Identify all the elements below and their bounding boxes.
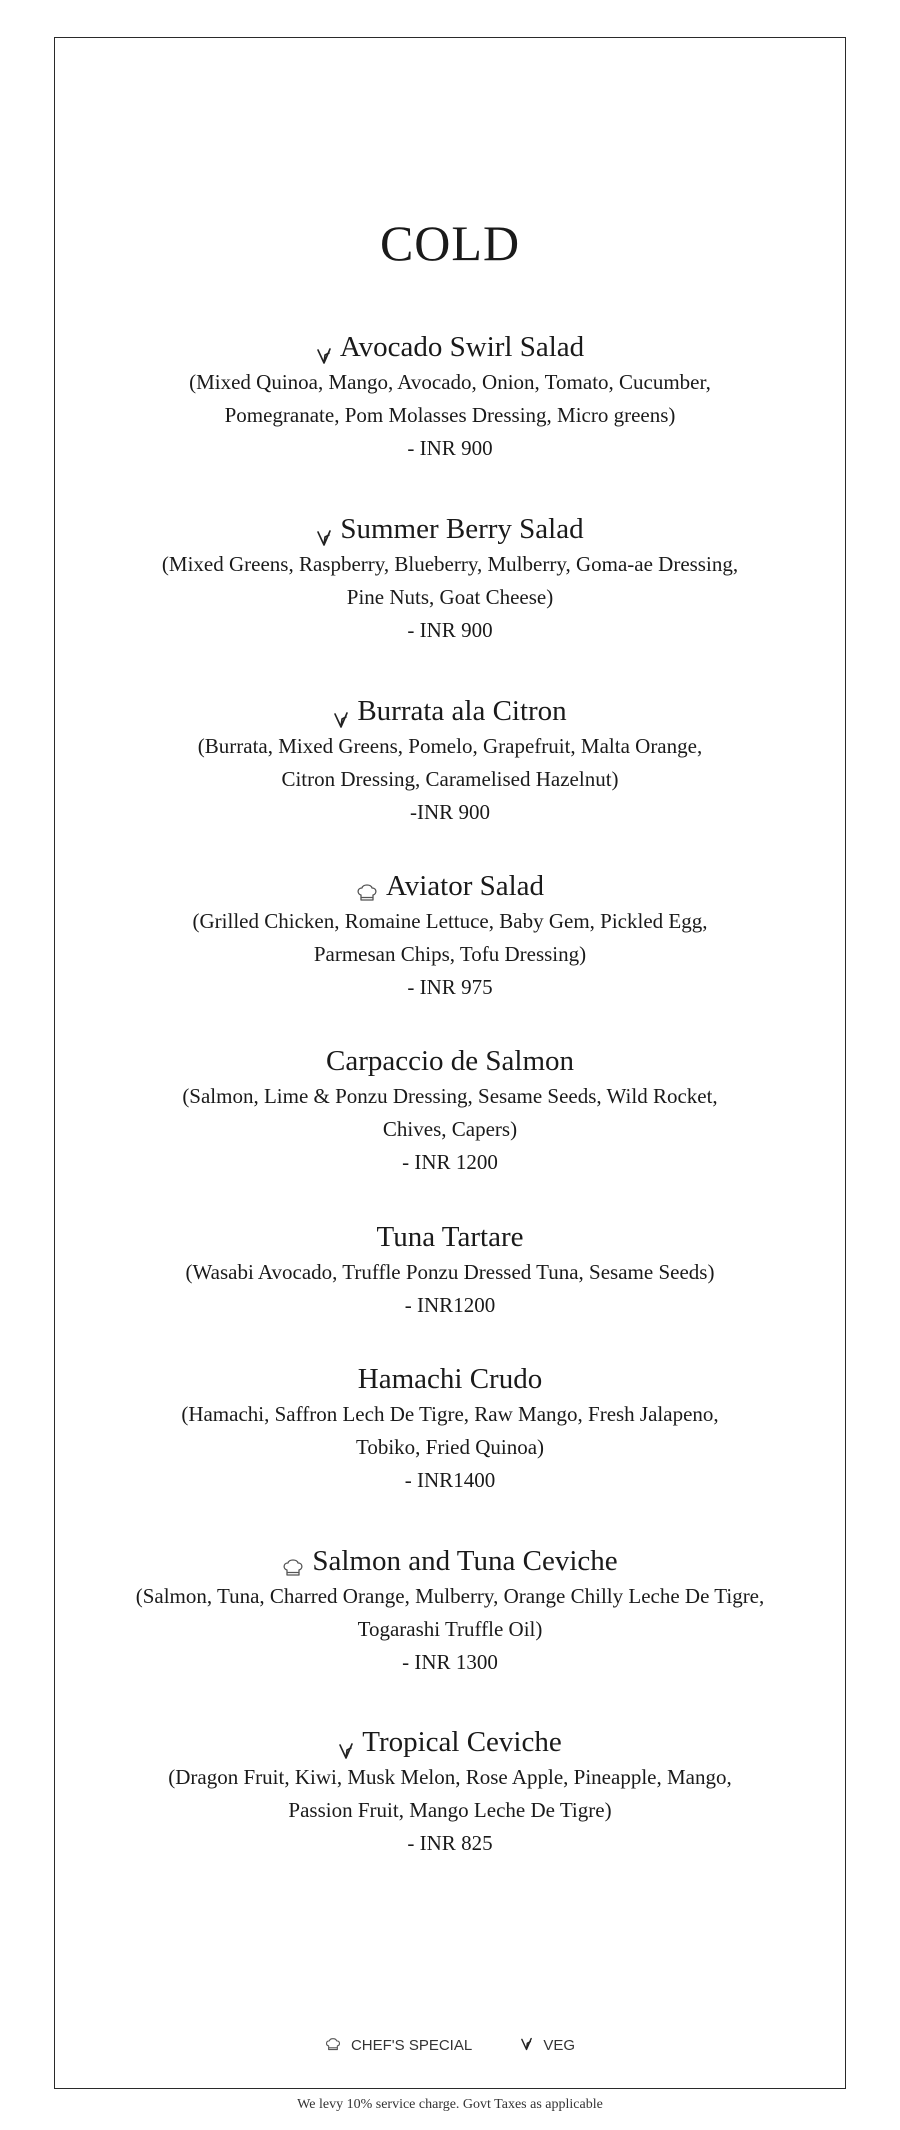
menu-item-burrata-ala-citron (80, 692, 820, 829)
item-description: Tobiko, Fried Quinoa) (355, 1435, 545, 1459)
menu-item-tropical-ceviche (80, 1723, 820, 1860)
item-price: - INR 825 (407, 1831, 493, 1855)
chef-hat-icon (325, 2037, 341, 2052)
item-description: (Salmon, Tuna, Charred Orange, Mulberry, Orange Chilly Leche De Tigre, (135, 1584, 765, 1608)
item-name: Avocado Swirl Salad (339, 331, 585, 363)
legend-chef-special (325, 2037, 472, 2054)
item-price: - INR 1300 (402, 1650, 498, 1674)
legend-veg-label: VEG (543, 2037, 576, 2054)
item-description: Citron Dressing, Caramelised Hazelnut) (281, 767, 619, 791)
veg-icon (520, 2037, 533, 2051)
item-description: (Mixed Greens, Raspberry, Blueberry, Mulberry, Goma-ae Dressing, (161, 552, 739, 576)
legend (0, 2037, 900, 2054)
menu-item-summer-berry-salad (80, 510, 820, 647)
item-description: Parmesan Chips, Tofu Dressing) (313, 942, 587, 966)
menu-item-carpaccio-de-salmon (80, 1042, 820, 1179)
menu-item-tuna-tartare (80, 1218, 820, 1322)
item-description: (Hamachi, Saffron Lech De Tigre, Raw Mango, Fresh Jalapeno, (181, 1402, 719, 1426)
service-charge-note: We levy 10% service charge. Govt Taxes as applicable (297, 2097, 603, 2112)
item-name: Tropical Ceviche (362, 1726, 562, 1758)
item-description: Pomegranate, Pom Molasses Dressing, Micro greens) (224, 403, 676, 427)
item-description: (Grilled Chicken, Romaine Lettuce, Baby Gem, Pickled Egg, (192, 909, 708, 933)
veg-icon (316, 519, 332, 537)
menu-item-aviator-salad (80, 867, 820, 1004)
veg-icon (316, 337, 332, 355)
item-description: (Mixed Quinoa, Mango, Avocado, Onion, Tomato, Cucumber, (189, 370, 711, 394)
item-description: (Wasabi Avocado, Truffle Ponzu Dressed Tuna, Sesame Seeds) (185, 1260, 715, 1284)
item-name: Hamachi Crudo (357, 1363, 543, 1395)
section-heading: COLD (379, 215, 521, 271)
item-price: -INR 900 (410, 800, 490, 824)
chef-hat-icon (356, 875, 378, 895)
item-description: Pine Nuts, Goat Cheese) (346, 585, 554, 609)
menu-item-hamachi-crudo (80, 1360, 820, 1497)
item-name: Aviator Salad (385, 870, 545, 902)
item-name: Carpaccio de Salmon (325, 1045, 575, 1077)
veg-icon (338, 1732, 354, 1750)
item-price: - INR 900 (407, 436, 493, 460)
legend-chef-special-label: CHEF'S SPECIAL (350, 2037, 473, 2054)
chef-hat-icon (282, 1550, 304, 1570)
item-name: Tuna Tartare (376, 1221, 524, 1253)
item-description: Chives, Capers) (382, 1117, 518, 1141)
legend-veg (520, 2037, 575, 2054)
item-price: - INR 900 (407, 618, 493, 642)
menu-item-salmon-and-tuna-ceviche (80, 1542, 820, 1679)
item-name: Summer Berry Salad (340, 513, 584, 545)
item-description: (Dragon Fruit, Kiwi, Musk Melon, Rose Apple, Pineapple, Mango, (168, 1765, 732, 1789)
item-name: Salmon and Tuna Ceviche (312, 1545, 618, 1577)
item-description: (Salmon, Lime & Ponzu Dressing, Sesame Seeds, Wild Rocket, (182, 1084, 718, 1108)
item-name: Burrata ala Citron (357, 695, 567, 727)
item-price: - INR1400 (404, 1468, 496, 1492)
item-price: - INR 1200 (402, 1150, 498, 1174)
item-price: - INR1200 (404, 1293, 496, 1317)
item-price: - INR 975 (407, 975, 493, 999)
item-description: Togarashi Truffle Oil) (357, 1617, 543, 1641)
veg-icon (333, 701, 349, 719)
item-description: (Burrata, Mixed Greens, Pomelo, Grapefruit, Malta Orange, (197, 734, 703, 758)
item-description: Passion Fruit, Mango Leche De Tigre) (288, 1798, 612, 1822)
menu-item-avocado-swirl-salad (80, 328, 820, 465)
